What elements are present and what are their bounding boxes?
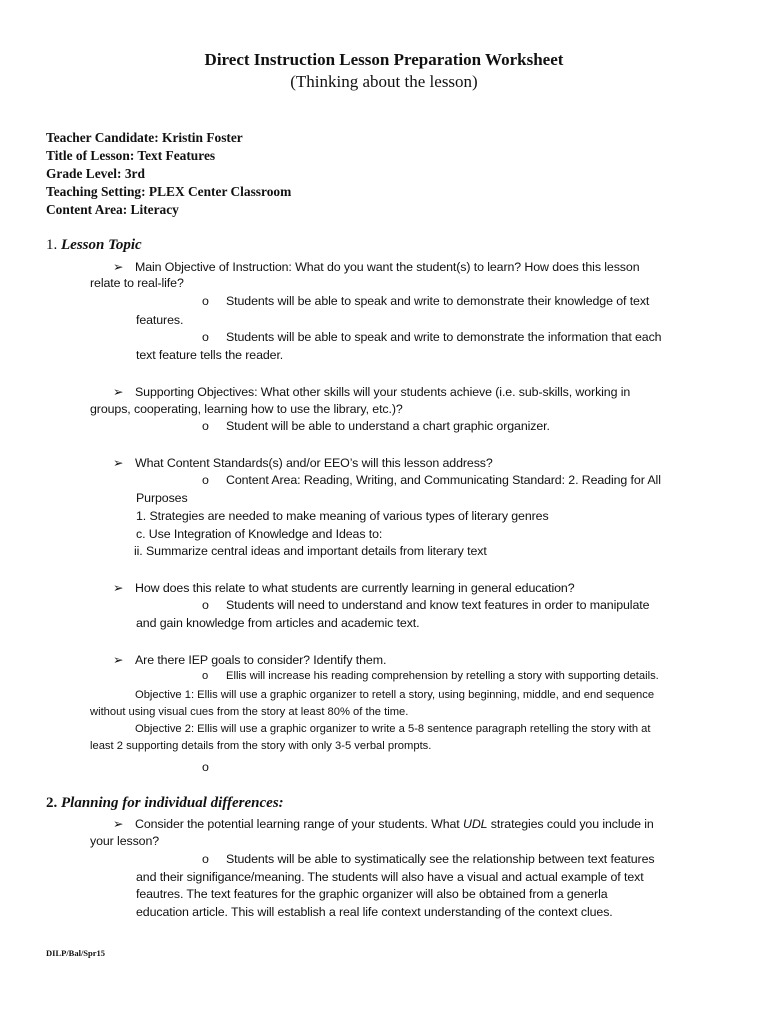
section-2-heading <box>46 795 284 812</box>
circle-bullet-icon: o <box>202 419 209 433</box>
empty-bullet-icon: o <box>202 760 209 774</box>
section-2-title: Planning for individual differences: <box>61 795 284 811</box>
answer-item <box>202 598 649 612</box>
answer-item <box>202 419 550 433</box>
answer-continuation: features. <box>136 313 184 327</box>
answer-item <box>202 330 661 344</box>
answer-text: Ellis will increase his reading comprehension by retelling a story with supporting details. <box>226 670 659 682</box>
arrow-bullet-icon: ➢ <box>113 456 124 470</box>
answer-text: Students will be able to speak and write to demonstrate the information that each <box>226 330 662 344</box>
question-iep-goals <box>113 652 386 667</box>
question-text: Are there IEP goals to consider? Identify them. <box>135 653 387 667</box>
question-general-education <box>113 580 575 595</box>
circle-bullet-icon: o <box>202 670 209 682</box>
question-text: What Content Standards(s) and/or EEO’s will this lesson address? <box>135 456 493 470</box>
standard-line: c. Use Integration of Knowledge and Ideas to: <box>136 527 383 541</box>
circle-bullet-icon: o <box>202 294 209 308</box>
content-area: Content Area: Literacy <box>46 202 179 217</box>
answer-item <box>202 852 654 866</box>
answer-continuation: education article. This will establish a real life context understanding of the context clues. <box>136 905 613 919</box>
lesson-title: Title of Lesson: Text Features <box>46 148 216 163</box>
footer-code: DILP/Bal/Spr15 <box>46 948 106 958</box>
grade-level: Grade Level: 3rd <box>46 166 145 181</box>
teaching-setting: Teaching Setting: PLEX Center Classroom <box>46 184 292 199</box>
arrow-bullet-icon: ➢ <box>113 385 124 399</box>
answer-text: Content Area: Reading, Writing, and Communicating Standard: 2. Reading for All <box>226 473 661 487</box>
answer-continuation: and their signifigance/meaning. The students will also have a visual and actual example of text <box>136 870 644 884</box>
answer-continuation: feautres. The text features for the graphic organizer will also be obtained from a generla <box>136 887 608 901</box>
circle-bullet-icon: o <box>202 598 209 612</box>
answer-item <box>202 473 661 487</box>
answer-continuation: and gain knowledge from articles and academic text. <box>136 616 420 630</box>
arrow-bullet-icon: ➢ <box>113 817 124 831</box>
document-title: Direct Instruction Lesson Preparation Worksheet <box>204 50 564 69</box>
section-1-title: Lesson Topic <box>61 237 142 253</box>
question-text: Supporting Objectives: What other skills will your students achieve (i.e. sub-skills, working in <box>135 385 631 399</box>
section-1-number: 1. <box>46 237 58 253</box>
standard-line: ii. Summarize central ideas and important details from literary text <box>134 544 487 558</box>
question-udl-strategies <box>113 816 654 831</box>
question-text: Main Objective of Instruction: What do you want the student(s) to learn? How does this lesson <box>135 260 640 274</box>
circle-bullet-icon: o <box>202 473 209 487</box>
teacher-candidate: Teacher Candidate: Kristin Foster <box>46 130 243 145</box>
answer-continuation: text feature tells the reader. <box>136 348 284 362</box>
standard-line: 1. Strategies are needed to make meaning of various types of literary genres <box>136 509 549 523</box>
question-continuation: your lesson? <box>90 834 160 848</box>
section-2-number: 2. <box>46 795 58 811</box>
iep-objective-1-continuation: without using visual cues from the story at least 80% of the time. <box>90 706 409 718</box>
arrow-bullet-icon: ➢ <box>113 581 124 595</box>
answer-item <box>202 294 649 308</box>
answer-text: Students will be able to systimatically see the relationship between text features <box>226 852 655 866</box>
arrow-bullet-icon: ➢ <box>113 260 124 274</box>
answer-text: Student will be able to understand a chart graphic organizer. <box>226 419 550 433</box>
circle-bullet-icon: o <box>202 330 209 344</box>
iep-objective-2-continuation: least 2 supporting details from the story with only 3-5 verbal prompts. <box>90 740 432 752</box>
question-content-standards <box>113 455 493 470</box>
question-continuation: relate to real-life? <box>90 276 184 290</box>
document-subtitle: (Thinking about the lesson) <box>290 72 478 91</box>
answer-item <box>202 670 659 682</box>
question-main-objective <box>113 259 639 274</box>
answer-text: Students will be able to speak and write to demonstrate their knowledge of text <box>226 294 650 308</box>
iep-objective-2: Objective 2: Ellis will use a graphic organizer to write a 5-8 sentence paragraph retelling the story with at <box>135 723 651 735</box>
section-1-heading <box>46 237 142 254</box>
arrow-bullet-icon: ➢ <box>113 653 124 667</box>
answer-continuation: Purposes <box>136 491 188 505</box>
question-text: How does this relate to what students are currently learning in general education? <box>135 581 575 595</box>
answer-text: Students will need to understand and know text features in order to manipulate <box>226 598 650 612</box>
udl-term: UDL <box>462 817 488 831</box>
iep-objective-1: Objective 1: Ellis will use a graphic organizer to retell a story, using beginning, middle, and end sequence <box>135 689 655 701</box>
circle-bullet-icon: o <box>202 852 209 866</box>
question-text-end: strategies could you include in <box>487 817 654 831</box>
question-continuation: groups, cooperating, learning how to use the library, etc.)? <box>90 402 403 416</box>
question-text: Consider the potential learning range of your students. What <box>135 817 463 831</box>
question-supporting-objectives <box>113 384 630 399</box>
